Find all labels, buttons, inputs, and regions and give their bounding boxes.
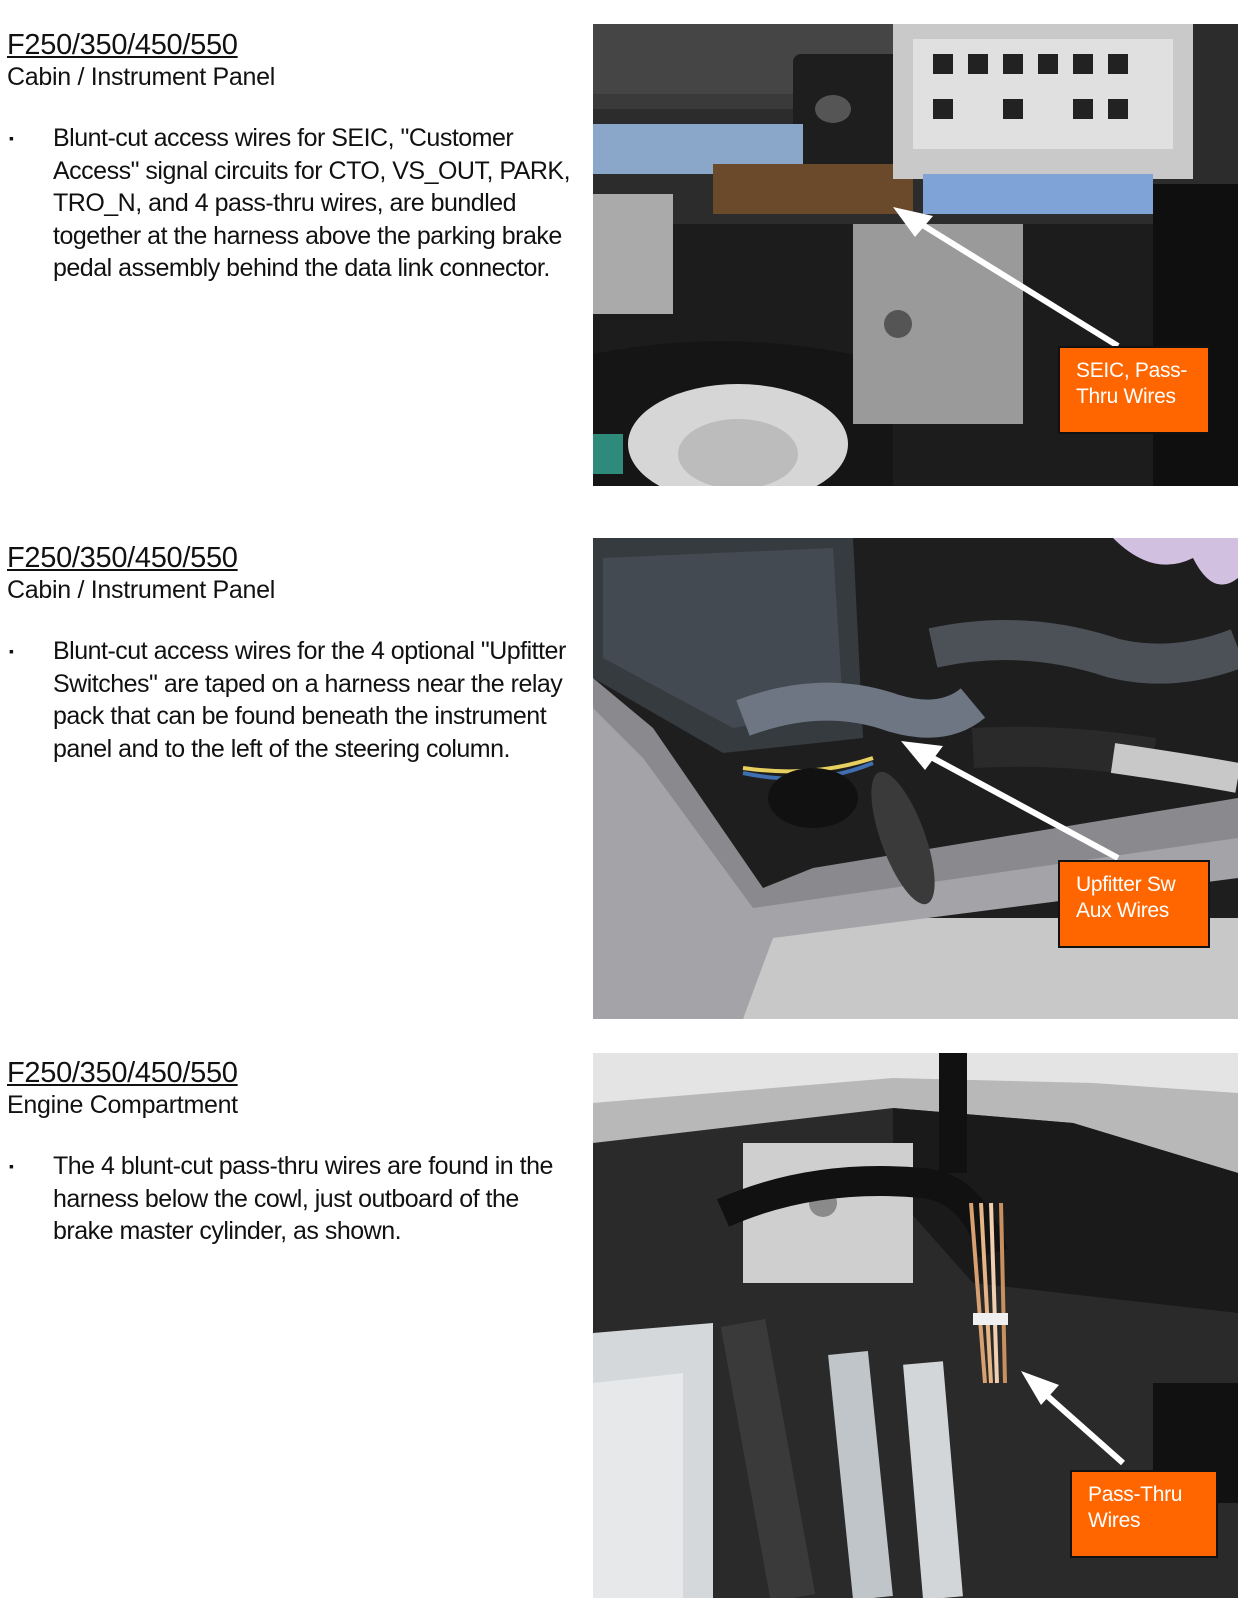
model-heading: F250/350/450/550 xyxy=(7,542,238,574)
callout-line-1: Pass-Thru xyxy=(1088,1483,1183,1506)
model-heading: F250/350/450/550 xyxy=(7,1057,238,1089)
section-engine-pass-thru xyxy=(0,1048,1240,1598)
section-text xyxy=(7,1056,577,1248)
location-subheading: Engine Compartment xyxy=(7,1091,238,1119)
callout-upfitter-aux-label xyxy=(1058,860,1210,948)
section-text xyxy=(7,28,577,285)
callout-line-2: Aux Wires xyxy=(1076,899,1169,922)
callout-line-1: Upfitter Sw xyxy=(1076,873,1176,896)
bullet-text: Blunt-cut access wires for the 4 optional "Upfitter Switches" are taped on a harness near the relay pack that can be found beneath the instrument panel and to the left of the steering column. xyxy=(53,637,566,763)
callout-line-1: SEIC, Pass- xyxy=(1076,359,1188,382)
bullet-item xyxy=(7,122,577,285)
section-upfitter-switches xyxy=(0,533,1240,1023)
photo-data-link-connector xyxy=(593,24,1238,486)
bullet-item xyxy=(7,635,577,765)
bullet-item xyxy=(7,1150,577,1248)
photo-engine-compartment xyxy=(593,1053,1238,1598)
photo-relay-pack xyxy=(593,538,1238,1019)
callout-line-2: Thru Wires xyxy=(1076,385,1176,408)
callout-pass-thru-label xyxy=(1070,1470,1218,1558)
location-subheading: Cabin / Instrument Panel xyxy=(7,576,275,604)
bullet-marker: ▪ xyxy=(9,643,14,659)
section-seic-wires xyxy=(0,20,1240,490)
bullet-text: Blunt-cut access wires for SEIC, "Customer Access" signal circuits for CTO, VS_OUT, PARK, TRO_N, and 4 pass-thru wires, are bundled together at the harness above the parking brake pedal assembly behind the data link connector. xyxy=(53,124,571,282)
bullet-marker: ▪ xyxy=(9,1158,14,1174)
section-text xyxy=(7,541,577,765)
model-heading: F250/350/450/550 xyxy=(7,29,238,61)
callout-seic-pass-thru-label xyxy=(1058,346,1210,434)
callout-line-2: Wires xyxy=(1088,1509,1141,1532)
location-subheading: Cabin / Instrument Panel xyxy=(7,63,275,91)
bullet-text: The 4 blunt-cut pass-thru wires are found in the harness below the cowl, just outboard of the brake master cylinder, as shown. xyxy=(53,1152,553,1245)
bullet-marker: ▪ xyxy=(9,130,14,146)
